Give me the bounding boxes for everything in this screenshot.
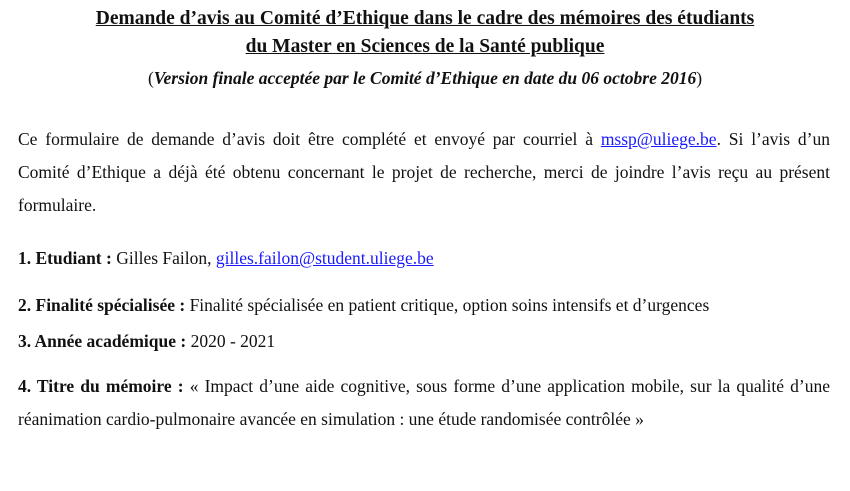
field-finalite-value: Finalité spécialisée en patient critique, option soins intensifs et d’urgences: [185, 295, 710, 315]
field-etudiant-name: Gilles Failon,: [111, 248, 216, 268]
field-etudiant-email-link[interactable]: gilles.failon@student.uliege.be: [215, 248, 434, 268]
field-finalite: [18, 289, 830, 322]
intro-text-before: Ce formulaire de demande d’avis doit être complété et envoyé par courriel à: [18, 129, 601, 149]
field-etudiant: [18, 242, 830, 275]
field-titre-value: « Impact d’une aide cognitive, sous forme d’une application mobile, sur la qualité d’une réanimation cardio-pulmonaire avancée en simulation : une étude randomisée contrôlée »: [18, 376, 830, 429]
document-subtitle: [0, 66, 850, 90]
document-title-line-2: du Master en Sciences de la Santé publique: [245, 36, 605, 57]
subtitle-close-paren: ): [696, 68, 703, 88]
field-annee: [18, 325, 830, 358]
field-titre-label: 4. Titre du mémoire :: [18, 376, 184, 396]
document-title-line-1: Demande d’avis au Comité d’Ethique dans le cadre des mémoires des étudiants: [95, 8, 755, 29]
subtitle-text: Version finale acceptée par le Comité d’Ethique en date du 06 octobre 2016: [153, 68, 697, 88]
subtitle-open-paren: (: [147, 68, 154, 88]
field-finalite-label: 2. Finalité spécialisée :: [18, 295, 186, 315]
field-etudiant-label: 1. Etudiant :: [18, 248, 112, 268]
intro-text-after: . Si l’avis d’un Comité d’Ethique a déjà été obtenu concernant le projet de recherche, merci de joindre l’avis reçu au présent formulaire.: [18, 129, 830, 215]
intro-paragraph: [18, 123, 830, 222]
intro-email-link[interactable]: mssp@uliege.be: [600, 129, 717, 149]
field-annee-value: 2020 - 2021: [186, 331, 276, 351]
field-annee-label: 3. Année académique :: [18, 331, 187, 351]
field-titre: [18, 370, 830, 436]
